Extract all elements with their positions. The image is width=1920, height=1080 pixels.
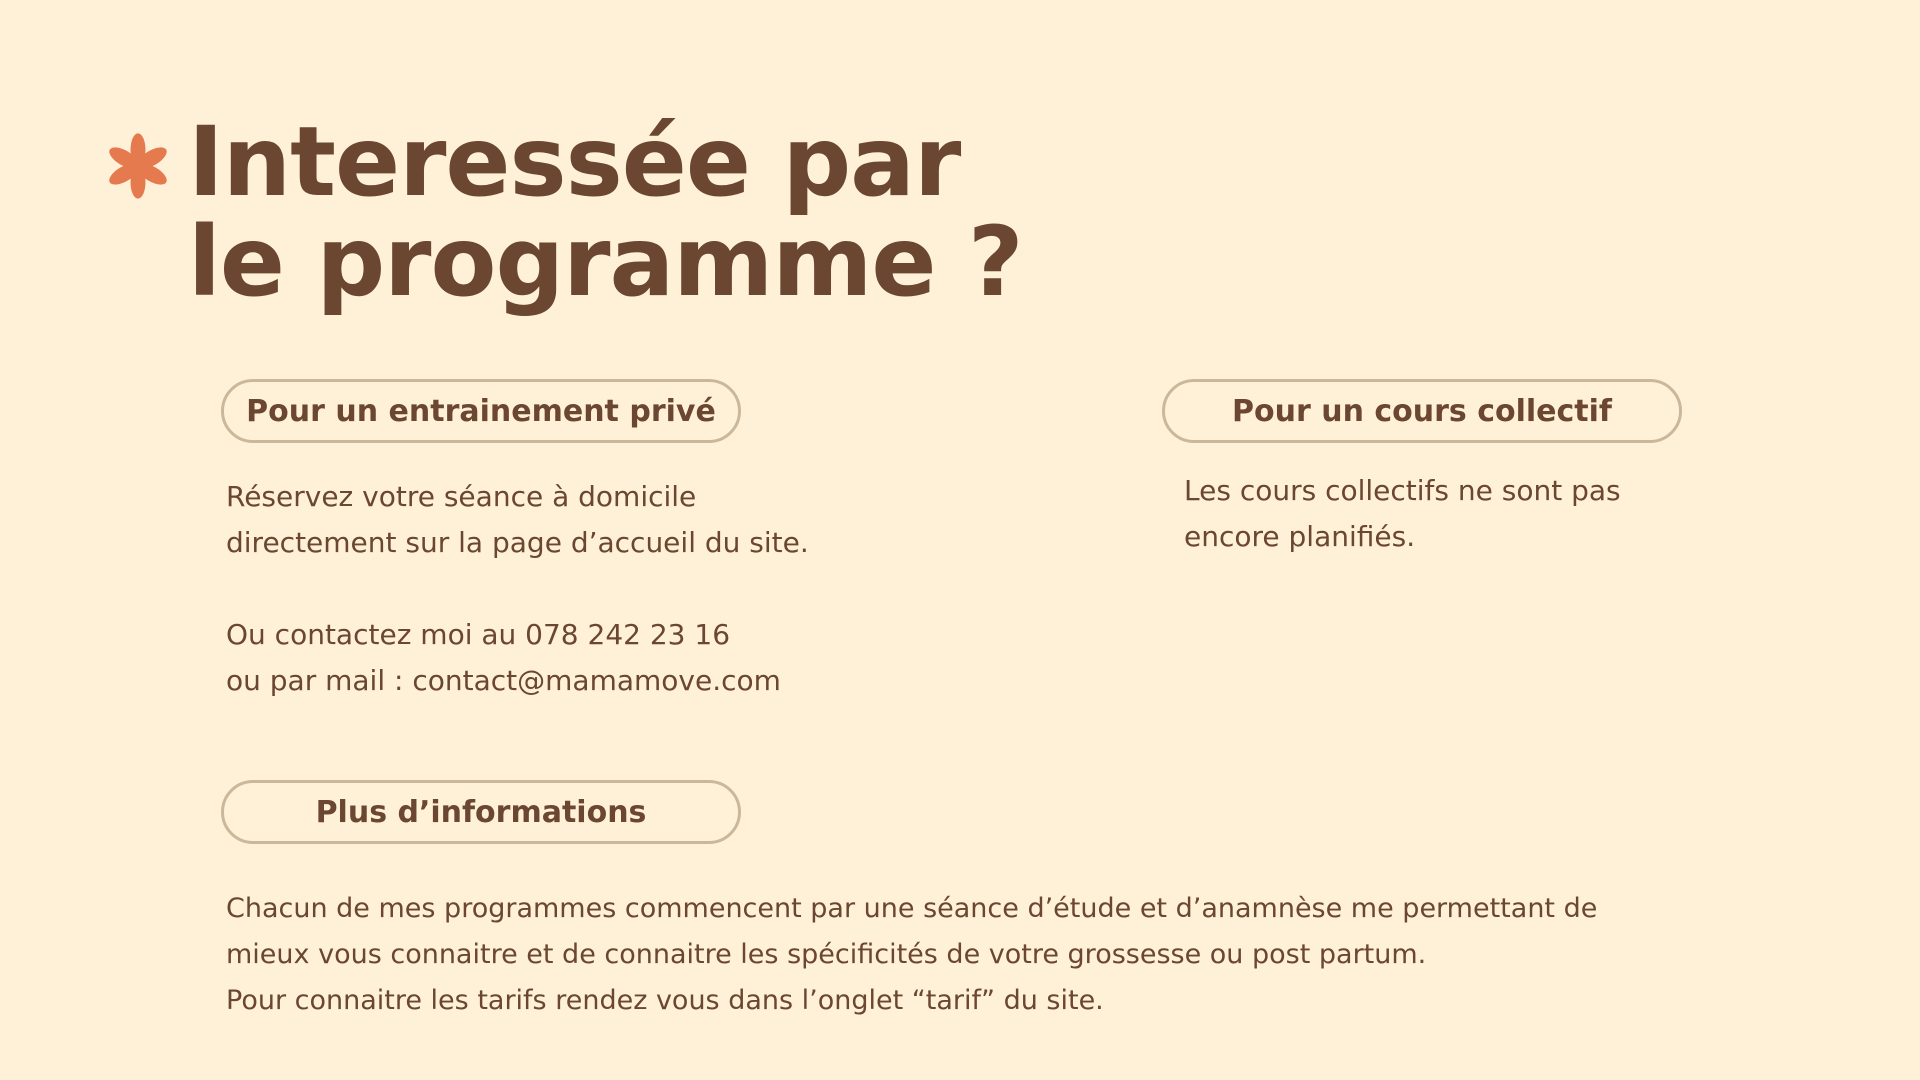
info-line-3: Pour connaitre les tarifs rendez vous dans l’onglet “tarif” du site. [226, 985, 1104, 1016]
private-description-line-1: Réservez votre séance à domicile [226, 480, 697, 513]
private-training-description [226, 474, 809, 566]
page-title-line-1: Interessée par [188, 106, 961, 218]
more-info-button[interactable]: Plus d’informations [221, 780, 741, 844]
asterisk-flower-icon [104, 132, 172, 200]
group-description-line-1: Les cours collectifs ne sont pas [1184, 474, 1621, 507]
page-title-line-2: le programme ? [188, 206, 1023, 318]
contact-info [226, 612, 781, 704]
info-line-2: mieux vous connaitre et de connaitre les spécificités de votre grossesse ou post partum. [226, 939, 1427, 970]
info-line-1: Chacun de mes programmes commencent par une séance d’étude et d’anamnèse me permettant de [226, 893, 1598, 924]
page-title [188, 106, 1023, 318]
group-description-line-2: encore planifiés. [1184, 520, 1416, 553]
private-description-line-2: directement sur la page d’accueil du site. [226, 526, 809, 559]
more-info-description [226, 886, 1597, 1024]
group-class-button[interactable]: Pour un cours collectif [1162, 379, 1682, 443]
private-training-button[interactable]: Pour un entrainement privé [221, 379, 741, 443]
contact-phone-line: Ou contactez moi au 078 242 23 16 [226, 618, 731, 651]
group-class-description [1184, 468, 1621, 560]
contact-email-line: ou par mail : contact@mamamove.com [226, 664, 781, 697]
